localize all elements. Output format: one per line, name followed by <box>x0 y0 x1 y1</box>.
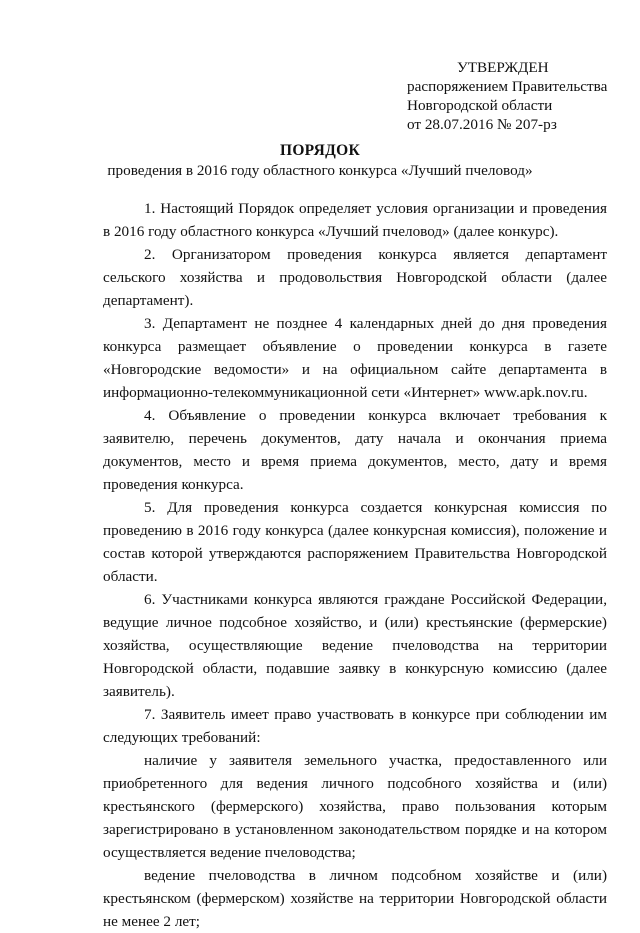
paragraph-3: 3. Департамент не позднее 4 календарных дней до дня проведения конкурса размещает объявление о проведении конкурса в газете «Новгородские ведомости» и на официальном сайте департамента в информационно-телекоммуникационной сети «Интернет» www.apk.nov.ru. <box>103 315 607 401</box>
approval-line-3: от 28.07.2016 № 207-рз <box>407 116 557 133</box>
paragraph-7-item-1: наличие у заявителя земельного участка, предоставленного или приобретенного для ведения личного подсобного хозяйства и (или) крестьянского (фермерского) хозяйства, право пользования которым зарегистрировано в установленном законодательством порядке и на котором осуществляется ведение пчеловодства; <box>103 752 607 861</box>
paragraph-4: 4. Объявление о проведении конкурса включает требования к заявителю, перечень документов, дату начала и окончания приема документов, место и время приема документов, место, дату и время проведения конкурса. <box>103 407 607 493</box>
paragraph-1: 1. Настоящий Порядок определяет условия организации и проведения в 2016 году областного конкурса «Лучший пчеловод» (далее конкурс). <box>103 200 607 240</box>
approval-line-2: Новгородской области <box>407 97 553 114</box>
approval-stamp <box>407 58 627 134</box>
paragraph-2: 2. Организатором проведения конкурса является департамент сельского хозяйства и продовольствия Новгородской области (далее департамент). <box>103 246 607 309</box>
paragraph-7: 7. Заявитель имеет право участвовать в конкурсе при соблюдении им следующих требований: <box>103 706 607 746</box>
approval-line-1: распоряжением Правительства <box>407 78 608 95</box>
paragraph-7-item-2: ведение пчеловодства в личном подсобном хозяйстве и (или) крестьянском (фермерском) хозяйстве на территории Новгородской области не менее 2 лет; <box>103 867 607 930</box>
paragraph-6: 6. Участниками конкурса являются граждане Российской Федерации, ведущие личное подсобное хозяйство, и (или) крестьянские (фермерские) хозяйства, осуществляющие ведение пчеловодства на территории Новгородской области, подавшие заявку в конкурсную комиссию (далее заявитель). <box>103 591 607 700</box>
document-body <box>103 197 607 933</box>
document-subtitle: проведения в 2016 году областного конкурса «Лучший пчеловод» <box>107 162 533 179</box>
approval-title: УТВЕРЖДЕН <box>457 59 549 76</box>
document-title: ПОРЯДОК <box>279 142 361 159</box>
paragraph-5: 5. Для проведения конкурса создается конкурсная комиссия по проведению в 2016 году конкурса (далее конкурсная комиссия), положение и состав которой утверждаются распоряжением Правительства Новгородской области. <box>103 499 607 585</box>
